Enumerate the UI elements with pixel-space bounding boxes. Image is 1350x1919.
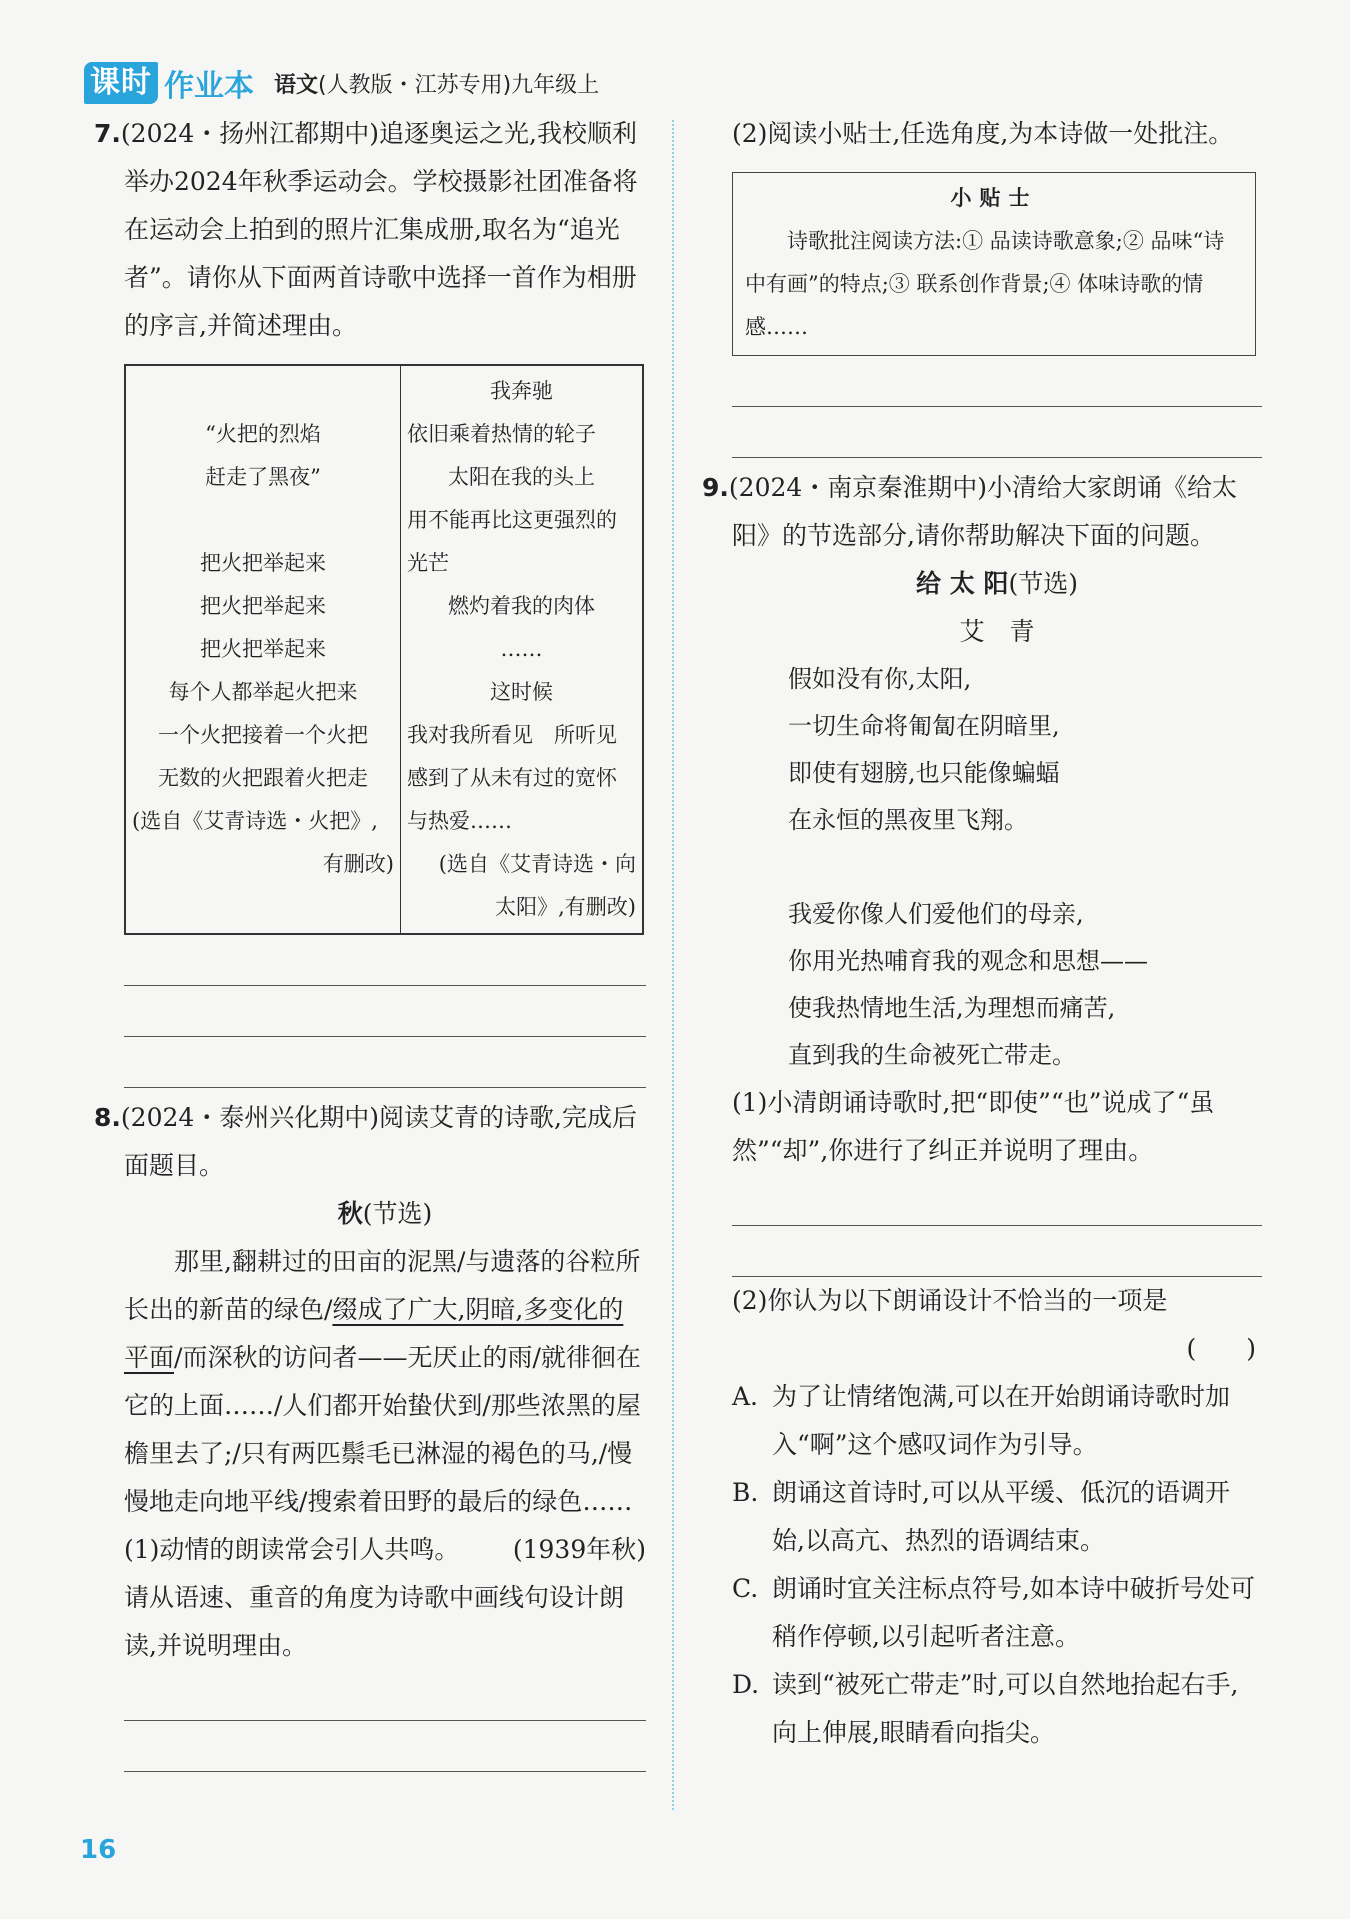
poem-line: 使我热情地生活,为理想而痛苦, <box>788 994 1116 1022</box>
poem-source: (选自《艾青诗选・向 <box>438 852 636 876</box>
q8-sub2-answer <box>732 356 1262 458</box>
answer-line[interactable] <box>124 986 646 1037</box>
poem-line: 我奔驰 <box>490 379 553 403</box>
option-d[interactable] <box>732 1661 1262 1757</box>
question-7 <box>84 110 646 350</box>
tip-body: 诗歌批注阅读方法:① 品读诗歌意象;② 品味“诗中有画”的特点;③ 联系创作背景;④ 体味诗歌的情感…… <box>745 229 1225 339</box>
answer-line[interactable] <box>732 356 1262 407</box>
option-text: 朗诵这首诗时,可以从平缓、低沉的语调开始,以高亢、热烈的语调结束。 <box>772 1478 1230 1555</box>
option-label: B. <box>732 1478 759 1507</box>
option-text: 读到“被死亡带走”时,可以自然地抬起右手,向上伸展,眼睛看向指尖。 <box>772 1670 1239 1747</box>
poem-title: 给 太 阳 <box>916 569 1009 598</box>
answer-line[interactable] <box>124 1037 646 1088</box>
poem-note: (节选) <box>362 1199 433 1228</box>
poem-author: 艾 青 <box>959 617 1035 646</box>
poem-line: 假如没有你,太阳, <box>788 665 972 693</box>
question-number: 9. <box>702 473 729 502</box>
poem-line: 把火把举起来 <box>200 637 326 661</box>
poem-title: 秋 <box>337 1199 363 1228</box>
poem-line: 用不能再比这更强烈的 <box>407 508 617 532</box>
option-c[interactable] <box>732 1565 1262 1661</box>
poem-heading <box>732 560 1262 608</box>
subject: 语文 <box>274 72 319 98</box>
q9-sub1: (1)小清朗诵诗歌时,把“即使”“也”说成了“虽然”“却”,你进行了纠正并说明了理由。 <box>732 1088 1215 1165</box>
poem-line: 我爱你像人们爱他们的母亲, <box>788 900 1084 928</box>
poem-line: 每个人都举起火把来 <box>168 680 358 704</box>
poem-line: …… <box>500 637 543 661</box>
poem-line: 太阳在我的头上 <box>448 465 595 489</box>
option-b[interactable] <box>732 1469 1262 1565</box>
poem-table <box>124 364 644 935</box>
poem-heading <box>84 1190 646 1238</box>
option-text: 为了让情绪饱满,可以在开始朗诵诗歌时加入“啊”这个感叹词作为引导。 <box>772 1382 1230 1459</box>
answer-line[interactable] <box>732 1175 1262 1226</box>
answer-line[interactable] <box>732 407 1262 458</box>
underlined-line: 缀成了广大,阴暗,多变化的平面 <box>124 1295 624 1372</box>
answer-line[interactable] <box>124 935 646 986</box>
page-header <box>84 58 599 108</box>
answer-line[interactable] <box>732 1226 1262 1277</box>
edition: (人教版・江苏专用)九年级上 <box>318 72 600 98</box>
right-column <box>702 110 1262 1757</box>
option-text: 朗诵时宜关注标点符号,如本诗中破折号处可稍作停顿,以引起听者注意。 <box>772 1574 1255 1651</box>
poem-line: 燃灼着我的肉体 <box>448 594 595 618</box>
q9-sub2: (2)你认为以下朗诵设计不恰当的一项是 <box>732 1286 1168 1315</box>
column-divider <box>672 120 674 1810</box>
option-label: A. <box>732 1382 759 1411</box>
poem-date: (1939年秋) <box>512 1535 646 1564</box>
q9-options <box>732 1373 1262 1757</box>
poem-line <box>132 370 394 413</box>
logo-suffix: 作业本 <box>164 69 254 104</box>
poem-line: 依旧乘着热情的轮子 <box>407 422 596 446</box>
poem-line: 一个火把接着一个火把 <box>158 723 368 747</box>
poem-line: 赶走了黑夜” <box>205 465 321 489</box>
q9-sub1-answer <box>732 1175 1262 1277</box>
question-text: (2024・南京秦淮期中)小清给大家朗诵《给太阳》的节选部分,请你帮助解决下面的问题。 <box>728 473 1238 550</box>
option-label: D. <box>732 1670 760 1699</box>
poem-left <box>125 365 401 934</box>
poem-text: /而深秋的访问者——无厌止的雨/就徘徊在它的上面……/人们都开始蛰伏到/那些浓黑的屋檐里去了;/只有两匹鬃毛已淋湿的褐色的马,/慢慢地走向地平线/搜索着田野的最后的绿色…… <box>124 1343 641 1516</box>
option-label: C. <box>732 1574 759 1603</box>
question-9 <box>692 464 1262 560</box>
tip-box <box>732 172 1256 356</box>
question-text: (2024・扬州江都期中)追逐奥运之光,我校顺利举办2024年秋季运动会。学校摄影社团准备将在运动会上拍到的照片汇集成册,取名为“追光者”。请你从下面两首诗歌中选择一首作为相册的序言,并简述理由。 <box>120 119 638 340</box>
poem-line: 即使有翅膀,也只能像蝙蝠 <box>788 759 1060 787</box>
poem-line: 光芒 <box>407 551 449 575</box>
logo-mark: 课时 <box>84 62 158 104</box>
answer-line[interactable] <box>124 1721 646 1772</box>
option-a[interactable] <box>732 1373 1262 1469</box>
poem-line: 一切生命将匍匐在阴暗里, <box>788 712 1060 740</box>
q8-sub1: (1)动情的朗读常会引人共鸣。请从语速、重音的角度为诗歌中画线句设计朗读,并说明理由。 <box>124 1535 625 1660</box>
poem-body <box>732 656 1262 1079</box>
page-number: 16 <box>80 1835 117 1865</box>
poem-line: 直到我的生命被死亡带走。 <box>788 1041 1076 1069</box>
tip-title: 小贴士 <box>950 186 1038 210</box>
poem-note: (节选) <box>1008 569 1078 598</box>
poem-body <box>84 1238 646 1564</box>
poem-text: 那里,翻耕过的田亩的泥黑/与遗落的谷粒所长出的新苗的绿色/ <box>124 1247 641 1324</box>
poem-line: 感到了从未有过的宽怀 <box>407 766 617 790</box>
poem-source: 太阳》,有删改) <box>495 895 636 919</box>
book-subtitle <box>274 68 599 99</box>
poem-line: 把火把举起来 <box>200 551 326 575</box>
q7-answer-area <box>84 935 646 1088</box>
q8-sub1-answer <box>84 1670 646 1772</box>
stanza-break <box>788 844 1262 891</box>
poem-line: 无数的火把跟着火把走 <box>158 766 368 790</box>
poem-line: 把火把举起来 <box>200 594 326 618</box>
brand-logo <box>84 61 254 105</box>
poem-line: “火把的烈焰 <box>205 422 321 446</box>
answer-line[interactable] <box>124 1670 646 1721</box>
poem-line <box>132 499 394 542</box>
question-text: (2024・泰州兴化期中)阅读艾青的诗歌,完成后面题目。 <box>120 1103 637 1180</box>
poem-line: 在永恒的黑夜里飞翔。 <box>788 806 1028 834</box>
poem-line: 我对我所看见 所听见 <box>407 723 617 747</box>
left-column <box>84 110 646 1772</box>
poem-source: 有删改) <box>322 852 394 876</box>
q8-sub2: (2)阅读小贴士,任选角度,为本诗做一处批注。 <box>732 119 1234 148</box>
answer-bracket[interactable]: ( ) <box>1186 1334 1256 1363</box>
question-8 <box>84 1094 646 1190</box>
poem-source: (选自《艾青诗选・火把》, <box>132 809 378 833</box>
question-number: 7. <box>94 119 121 148</box>
question-number: 8. <box>94 1103 121 1132</box>
poem-line: 与热爱…… <box>407 809 512 833</box>
poem-right <box>401 365 644 934</box>
poem-line: 这时候 <box>490 680 553 704</box>
poem-line: 你用光热哺育我的观念和思想—— <box>788 947 1148 975</box>
